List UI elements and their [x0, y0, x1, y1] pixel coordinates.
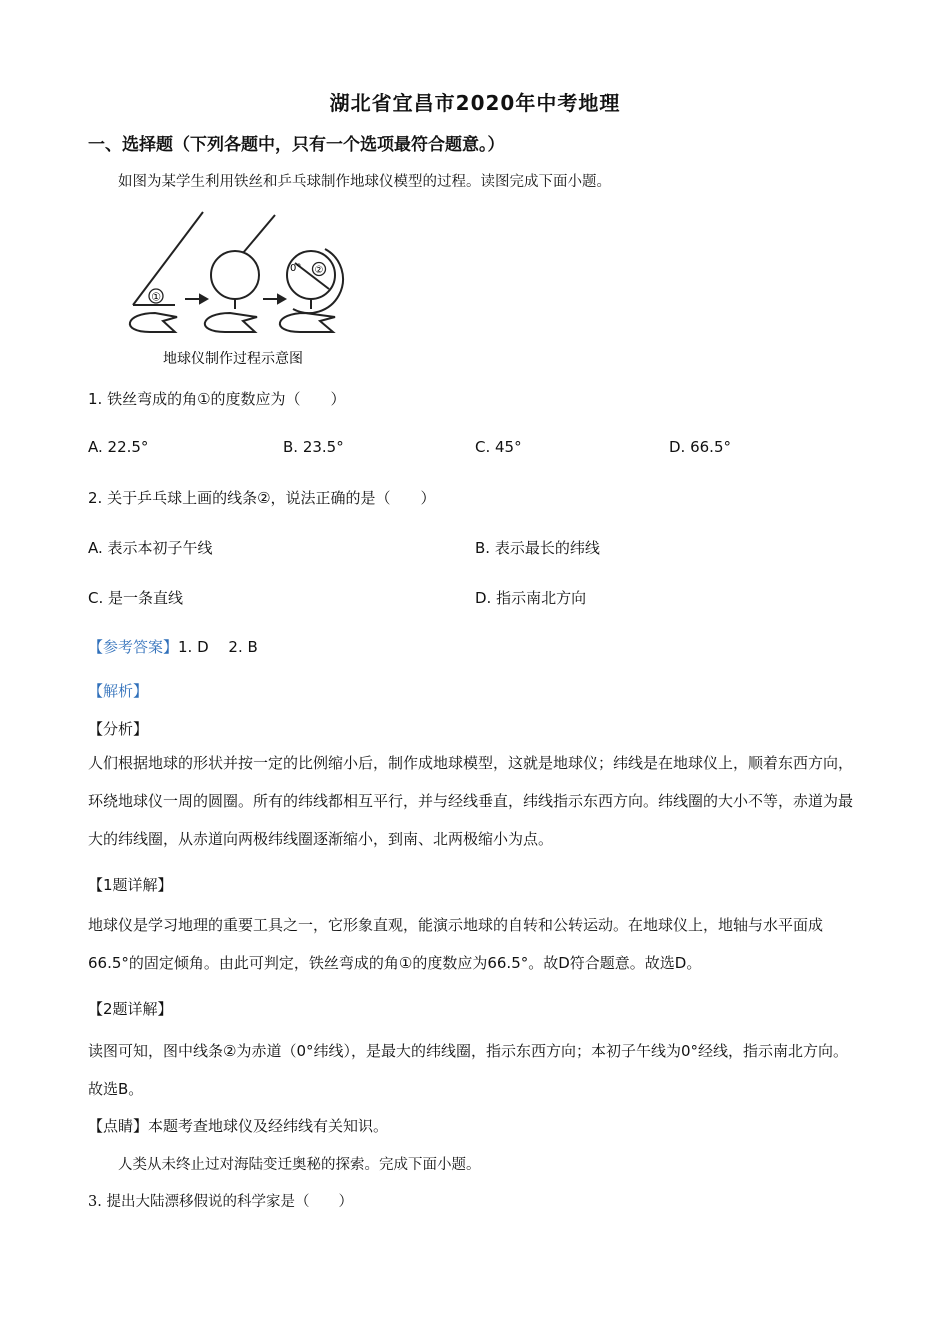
q1-stem: 1. 铁丝弯成的角①的度数应为（ ） [88, 390, 346, 408]
wire-1 [133, 212, 203, 305]
dianjing-label: 【点睛】 [88, 1117, 149, 1135]
jiexi-label: 【解析】 [88, 682, 149, 700]
q1-option-d[interactable]: D. 66.5° [669, 438, 731, 456]
intro-text: 如图为某学生利用铁丝和乒乓球制作地球仪模型的过程。读图完成下面小题。 [118, 174, 611, 190]
stand-3 [280, 313, 335, 332]
detail2-text: 读图可知，图中线条②为赤道（0°纬线），是最大的纬线圈，指示东西方向；本初子午线为0°经线，指示南北方向。故选B。 [88, 1042, 849, 1098]
q3-stem: 3. 提出大陆漂移假说的科学家是（ ） [88, 1194, 353, 1210]
ball-2 [211, 251, 259, 299]
dianjing-text: 本题考查地球仪及经纬线有关知识。 [148, 1117, 389, 1135]
q1-option-b[interactable]: B. 23.5° [283, 438, 344, 456]
answer-text: 1. D 2. B [178, 638, 258, 656]
dianjing-line [88, 1115, 388, 1136]
answer-line [88, 636, 258, 657]
detail1-label: 【1题详解】 [88, 876, 173, 894]
q2-option-d[interactable]: D. 指示南北方向 [475, 589, 587, 607]
detail2-label: 【2题详解】 [88, 1000, 173, 1018]
q1-option-a[interactable]: A. 22.5° [88, 438, 149, 456]
q2-option-c[interactable]: C. 是一条直线 [88, 589, 184, 607]
globe-figure [115, 205, 360, 370]
detail1-text: 地球仪是学习地理的重要工具之一，它形象直观，能演示地球的自转和公转运动。在地球仪上，地轴与水平面成66.5°的固定倾角。由此可判定，铁丝弯成的角①的度数应为66.5°。故D符合题意。故选D。 [88, 916, 824, 972]
q2-option-b[interactable]: B. 表示最长的纬线 [475, 539, 600, 557]
intro2-text: 人类从未终止过对海陆变迁奥秘的探索。完成下面小题。 [118, 1157, 481, 1173]
q1-option-c[interactable]: C. 45° [475, 438, 522, 456]
label-0deg: 0° [290, 263, 302, 274]
stand-1 [130, 313, 177, 332]
label-1: ① [151, 290, 161, 304]
label-2: ② [314, 265, 324, 276]
q2-option-a[interactable]: A. 表示本初子午线 [88, 539, 213, 557]
fenxi-text: 人们根据地球的形状并按一定的比例缩小后，制作成地球模型，这就是地球仪；纬线是在地球仪上，顺着东西方向，环绕地球仪一周的圆圈。所有的纬线都相互平行，并与经线垂直，纬线指示东西方向。纬线圈的大小不等，赤道为最大的纬线圈，从赤道向两极纬线圈逐渐缩小，到南、北两极缩小为点。 [88, 754, 854, 848]
q2-stem: 2. 关于乒乓球上画的线条②，说法正确的是（ ） [88, 489, 436, 507]
wire-2 [243, 215, 275, 253]
figure-caption: 地球仪制作过程示意图 [163, 351, 303, 367]
stand-2 [205, 313, 257, 332]
page-title: 湖北省宜昌市2020年中考地理 [329, 91, 621, 115]
fenxi-label: 【分析】 [88, 720, 149, 738]
answer-label: 【参考答案】 [88, 638, 179, 656]
section-heading: 一、选择题（下列各题中，只有一个选项最符合题意。） [88, 135, 505, 155]
